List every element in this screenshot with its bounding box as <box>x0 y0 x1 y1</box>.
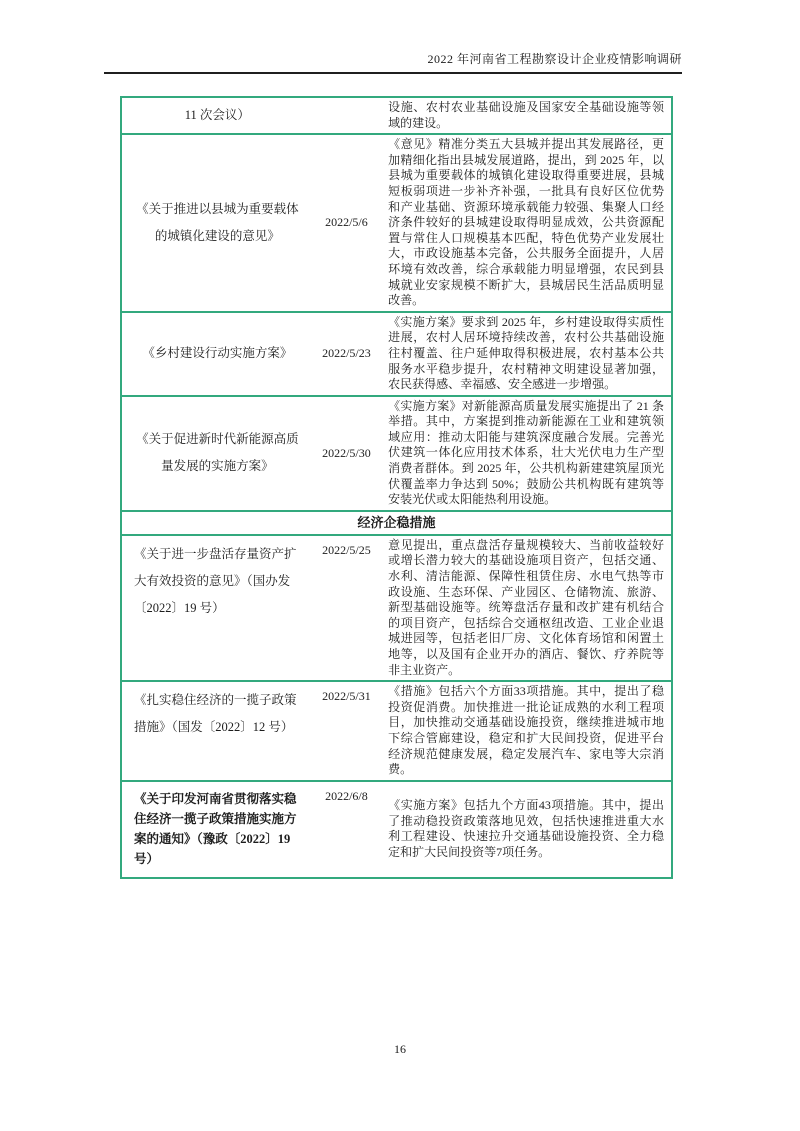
policy-date: 2022/5/30 <box>322 445 371 460</box>
date-cell <box>311 135 382 311</box>
policy-title-cell <box>122 397 311 510</box>
policy-date: 2022/6/8 <box>325 788 368 803</box>
page-header-title: 2022 年河南省工程勘察设计企业疫情影响调研 <box>104 50 682 74</box>
table-row <box>122 313 671 397</box>
table-row <box>122 536 671 682</box>
policy-title-cell <box>122 313 311 395</box>
policy-description: 《实施方案》包括九个方面43项措施。其中，提出了推动稳投资政策落地见效，包括快速推进重大水利工程建设、快速拉升交通基础设施投资、全力稳定和扩大民间投资等7项任务。 <box>388 798 664 859</box>
description-cell <box>382 135 671 311</box>
policy-title: 《关于进一步盘活存量资产扩大有效投资的意见》（国办发〔2022〕19 号） <box>134 546 297 615</box>
description-cell <box>382 536 671 680</box>
policy-date: 2022/5/25 <box>322 542 371 557</box>
policy-title-cell <box>122 536 311 680</box>
date-cell <box>311 98 382 133</box>
table-row <box>122 397 671 512</box>
policy-title-cell <box>122 682 311 780</box>
description-cell <box>382 98 671 133</box>
policy-title: 《关于推进以县城为重要载体的城镇化建设的意见》 <box>136 201 299 243</box>
policy-title: 《关于印发河南省贯彻落实稳住经济一揽子政策措施实施方案的通知》（豫政〔2022〕19 号） <box>134 791 297 866</box>
policy-table <box>120 96 673 879</box>
date-cell <box>311 782 382 877</box>
table-section-header: 经济企稳措施 <box>122 512 671 536</box>
date-cell <box>311 313 382 395</box>
description-cell <box>382 397 671 510</box>
policy-title: 《乡村建设行动实施方案》 <box>142 346 293 361</box>
policy-date: 2022/5/6 <box>325 215 368 230</box>
description-cell <box>382 313 671 395</box>
policy-title-cell <box>122 782 311 877</box>
policy-description: 设施、农村农业基础设施及国家安全基础设施等领域的建设。 <box>388 100 664 130</box>
policy-description: 《措施》包括六个方面33项措施。其中，提出了稳投资促消费。加快推进一批论证成熟的水利工程项目，加快推动交通基础设施投资，继续推进城市地下综合管廊建设，稳定和扩大民间投资，促进平台经济规范健康发展，稳定发展汽车、家电等大宗消费。 <box>388 684 664 777</box>
policy-description: 《实施方案》对新能源高质量发展实施提出了 21 条举措。其中，方案提到推动新能源在工业和建筑领域应用：推动太阳能与建筑深度融合发展。完善光伏建筑一体化应用技术体系，壮大光伏电力生产型消费者群体。到 2025 年，公共机构新建建筑屋顶光伏覆盖率力争达到 50%；鼓励公共机构既有建筑等安装光伏或太阳能热利用设施。 <box>388 398 664 507</box>
table-row <box>122 98 671 135</box>
table-row <box>122 135 671 313</box>
policy-description: 《实施方案》要求到 2025 年，乡村建设取得实质性进展，农村人居环境持续改善，农村公共基础设施往村覆盖、往户延伸取得积极进展，农村基本公共服务水平稳步提升，农村精神文明建设显著加强，农民获得感、幸福感、安全感进一步增强。 <box>388 314 664 392</box>
date-cell <box>311 682 382 780</box>
table-row <box>122 682 671 782</box>
description-cell <box>382 682 671 780</box>
policy-description: 意见提出，重点盘活存量规模较大、当前收益较好或增长潜力较大的基础设施项目资产，包括交通、水利、清洁能源、保障性租赁住房、水电气热等市政设施、生态环保、产业园区、仓储物流、旅游、新型基础设施等。统筹盘活存量和改扩建有机结合的项目资产，包括综合交通枢纽改造、工业企业退城进园等，包括老旧厂房、文化体育场馆和闲置土地等，以及国有企业开办的酒店、餐饮、疗养院等非主业资产。 <box>388 537 664 677</box>
policy-date: 2022/5/31 <box>322 689 371 704</box>
policy-title: 11 次会议） <box>184 108 250 123</box>
date-cell <box>311 397 382 510</box>
page-number: 16 <box>394 1042 406 1056</box>
policy-title: 《扎实稳住经济的一揽子政策措施》（国发〔2022〕12 号） <box>134 693 297 735</box>
table-row <box>122 782 671 877</box>
policy-description: 《意见》精准分类五大县城并提出其发展路径，更加精细化指出县城发展道路，提出，到 2025 年，以县城为重要载体的城镇化建设取得重要进展，县城短板弱项进一步补齐补强，一批具有良好区位优势和产业基础、资源环境承载能力较强、集聚人口经济条件较好的县城建设取得明显成效，公共资源配置与常住人口规模基本匹配，特色优势产业发展壮大，市政设施基本完备，公共服务全面提升，人居环境有效改善，综合承载能力明显增强，农民到县城就业安家规模不断扩大，县城居民生活品质明显改善。 <box>388 137 664 308</box>
date-cell <box>311 536 382 680</box>
policy-title: 《关于促进新时代新能源高质量发展的实施方案》 <box>136 432 299 474</box>
policy-title-cell <box>122 98 311 133</box>
policy-title-cell <box>122 135 311 311</box>
description-cell <box>382 782 671 877</box>
policy-date: 2022/5/23 <box>322 346 371 361</box>
